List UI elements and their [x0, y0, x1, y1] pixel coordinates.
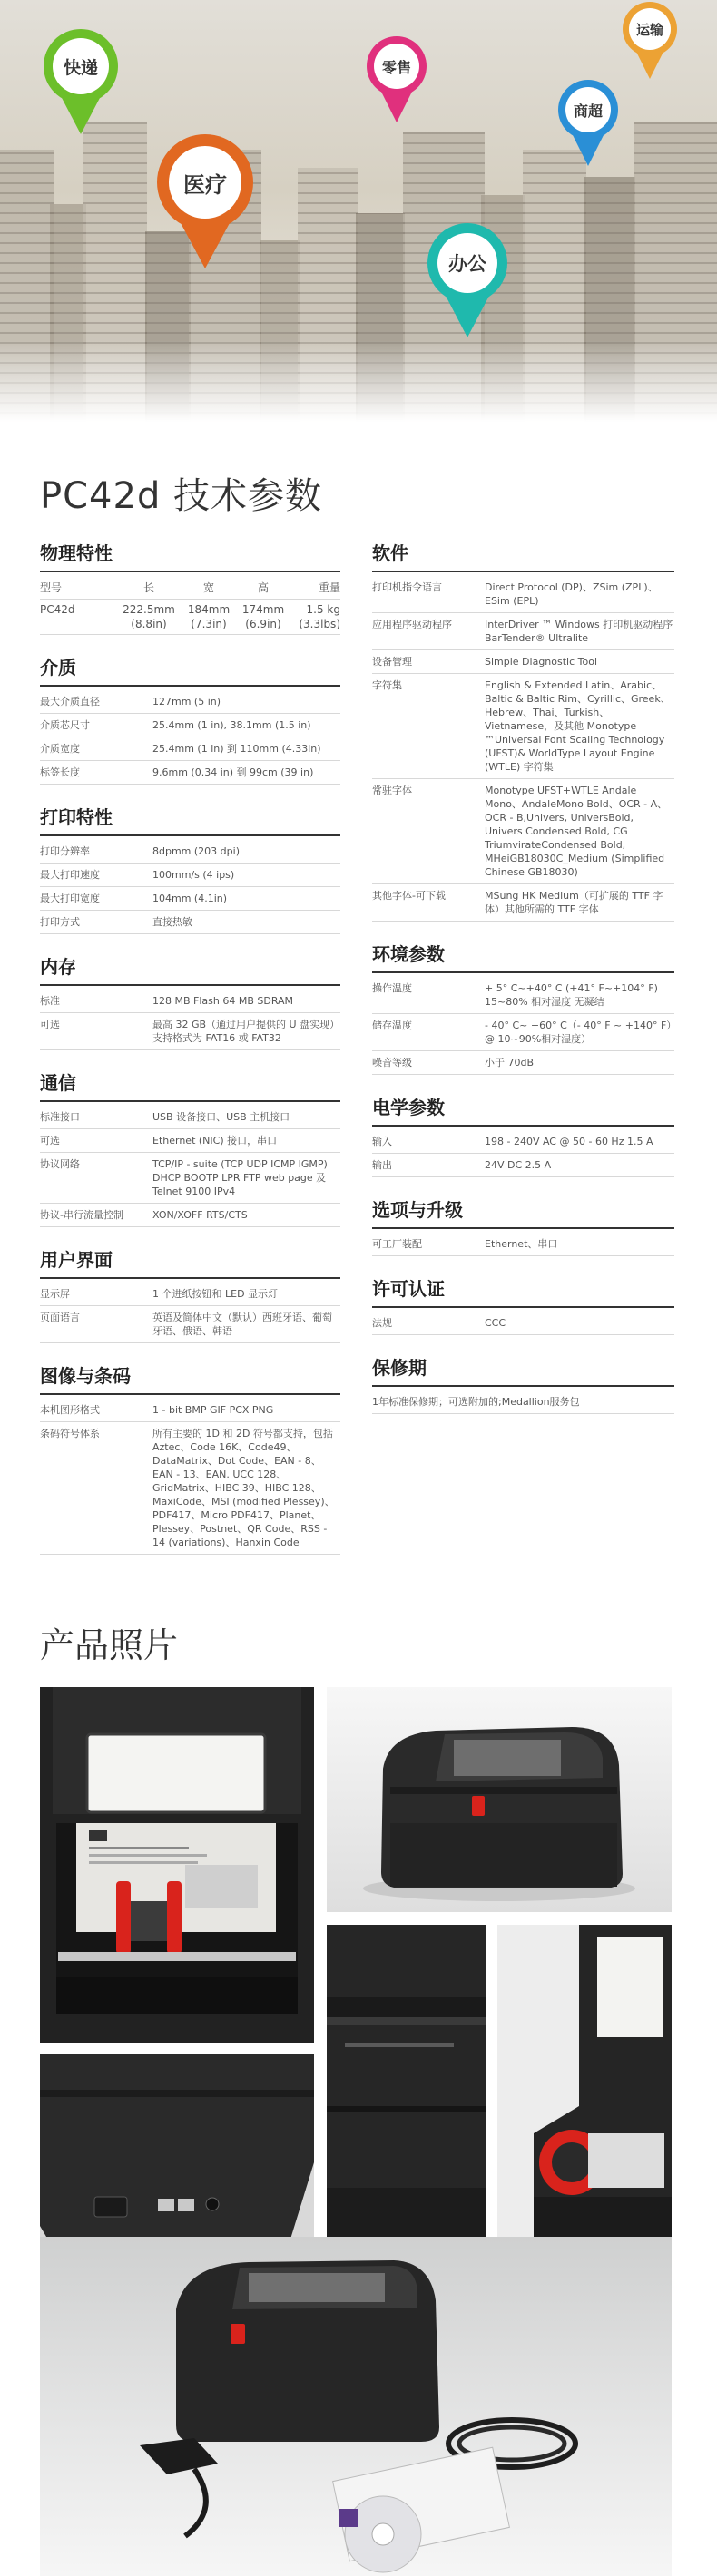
section-heading: 电学参数: [372, 1093, 674, 1127]
spec-row: [40, 911, 340, 934]
table-cell: PC42d: [40, 603, 75, 616]
spec-label: 打印机指令语言: [372, 581, 442, 593]
section-heading: 内存: [40, 952, 340, 986]
section-graphics-barcodes: [40, 1361, 340, 1555]
spec-value: 25.4mm (1 in), 38.1mm (1.5 in): [152, 719, 311, 731]
pin-express: [44, 29, 118, 138]
spec-label: 标准: [40, 995, 60, 1007]
spec-row: [372, 674, 674, 779]
spec-row: [372, 1154, 674, 1177]
spec-label: 最大打印速度: [40, 869, 100, 881]
spec-value: 100mm/s (4 ips): [152, 869, 235, 881]
spec-label: 标签长度: [40, 766, 80, 778]
spec-row: [372, 977, 674, 1014]
spec-value: USB 设备接口、USB 主机接口: [152, 1111, 290, 1123]
pin-label: 零售: [374, 44, 419, 89]
pin-label: 医疗: [169, 146, 241, 219]
spec-label: 打印方式: [40, 916, 80, 928]
section-heading: 环境参数: [372, 940, 674, 973]
section-physical: [40, 539, 340, 635]
spec-label: 输入: [372, 1136, 392, 1147]
pin-label: 快递: [53, 38, 109, 94]
spec-label: 可选: [40, 1135, 60, 1147]
spec-row: [372, 1014, 674, 1051]
section-heading: 选项与升级: [372, 1195, 674, 1229]
spec-row: [372, 1130, 674, 1154]
section-heading: 许可认证: [372, 1274, 674, 1308]
spec-value: 最高 32 GB（通过用户提供的 U 盘实现）支持格式为 FAT16 或 FAT32: [152, 1019, 340, 1044]
spec-row: [40, 690, 340, 714]
spec-label: 介质宽度: [40, 743, 80, 755]
warranty-text: 1年标准保修期；可选附加的;Medallion服务包: [372, 1396, 580, 1408]
spec-value: 104mm (4.1in): [152, 893, 228, 904]
spec-row: [40, 761, 340, 785]
spec-label: 打印分辨率: [40, 845, 90, 857]
section-warranty: [372, 1353, 674, 1414]
section-heading: 通信: [40, 1068, 340, 1102]
spec-label: 最大打印宽度: [40, 893, 100, 904]
spec-label: 最大介质直径: [40, 696, 100, 707]
section-options: [372, 1195, 674, 1256]
spec-value: 英语及简体中文（默认）西班牙语、葡萄牙语、俄语、韩语: [152, 1312, 332, 1337]
spec-value: 9.6mm (0.34 in) 到 99cm (39 in): [152, 766, 314, 778]
spec-row: [40, 840, 340, 864]
spec-value: English & Extended Latin、Arabic、Baltic & Baltic Rim、Cyrillic、Greek、Hebrew、Thai、Turkish、Vietnamese，及其他 Monotype ™Universal Font Scaling Technology (UFST)& WorldType Layout Engine (WTLE) 字符集: [485, 679, 671, 773]
spec-label: 输出: [372, 1159, 392, 1171]
spec-label: 设备管理: [372, 656, 412, 668]
section-environment: [372, 940, 674, 1075]
spec-value: Direct Protocol (DP)、ZSim (ZPL)、ESim (EPL): [485, 581, 658, 607]
spec-row: [40, 1153, 340, 1204]
spec-value: - 40° C~ +60° C（- 40° F ~ +140° F）@ 10~90%相对湿度）: [485, 1020, 672, 1045]
spec-label: 储存温度: [372, 1020, 412, 1031]
spec-row: [372, 1051, 674, 1075]
spec-label: 本机图形格式: [40, 1404, 100, 1416]
spec-label: 介质芯尺寸: [40, 719, 90, 731]
spec-value: 198 - 240V AC @ 50 - 60 Hz 1.5 A: [485, 1136, 653, 1147]
spec-row: [372, 613, 674, 650]
section-heading: 用户界面: [40, 1245, 340, 1279]
spec-value: MSung HK Medium（可扩展的 TTF 字体）其他所需的 TTF 字体: [485, 890, 663, 915]
spec-row: [372, 650, 674, 674]
spec-row: [40, 1106, 340, 1129]
table-cell: (8.8in): [131, 618, 167, 630]
spec-value: Monotype UFST+WTLE Andale Mono、AndaleMono Bold、OCR - A、OCR - B,Univers, UniversBold, Univers Condensed Bold, CG TriumvirateCondensed Bold, MHeiGB18030C_Medium (Simplified Chinese GB18030): [485, 785, 668, 878]
spec-row: [372, 779, 674, 884]
section-printing: [40, 803, 340, 934]
spec-label: 页面语言: [40, 1312, 80, 1323]
spec-value: Ethernet、串口: [485, 1238, 558, 1250]
spec-value: 1 - bit BMP GIF PCX PNG: [152, 1404, 274, 1416]
dimensions-table: [40, 576, 340, 635]
spec-row: [40, 864, 340, 887]
spec-row: [372, 1312, 674, 1335]
spec-value: 1 个进纸按钮和 LED 显示灯: [152, 1288, 279, 1300]
spec-row: [40, 1422, 340, 1555]
section-certification: [372, 1274, 674, 1335]
spec-row: [40, 887, 340, 911]
pin-supermarket: [558, 80, 618, 171]
spec-row: [40, 1283, 340, 1306]
spec-left-column: [40, 539, 340, 1573]
spec-label: 应用程序驱动程序: [372, 619, 452, 630]
hero-banner: [0, 0, 717, 422]
spec-row: [40, 1129, 340, 1153]
photo-printer-detail: [327, 1925, 486, 2269]
spec-label: 显示屏: [40, 1288, 70, 1300]
spec-value: 24V DC 2.5 A: [485, 1159, 552, 1171]
pin-transport: [623, 2, 677, 83]
spec-row: [40, 1306, 340, 1343]
spec-value: Simple Diagnostic Tool: [485, 656, 598, 668]
table-header: 长: [142, 581, 154, 594]
table-header: 型号: [40, 581, 63, 594]
spec-label: 法规: [372, 1317, 392, 1329]
spec-label: 常驻字体: [372, 785, 412, 796]
spec-value: 128 MB Flash 64 MB SDRAM: [152, 995, 294, 1007]
spec-value: + 5° C~+40° C (+41° F~+104° F) 15~80% 相对湿度 无凝结: [485, 982, 658, 1008]
spec-row: [372, 884, 674, 922]
pin-label: 办公: [437, 233, 497, 293]
photo-closed-printer: [327, 1687, 672, 1912]
table-cell: (3.3lbs): [299, 618, 340, 630]
table-cell: [40, 618, 116, 630]
spec-label: 噪音等级: [372, 1057, 412, 1068]
spec-row: [372, 576, 674, 613]
spec-value: 25.4mm (1 in) 到 110mm (4.33in): [152, 743, 321, 755]
photo-side-roll: [497, 1925, 672, 2269]
table-header: 宽: [202, 581, 214, 594]
spec-label: 操作温度: [372, 982, 412, 994]
section-electrical: [372, 1093, 674, 1177]
section-heading: 保修期: [372, 1353, 674, 1387]
spec-label: 其他字体-可下载: [372, 890, 446, 902]
spec-label: 协议网络: [40, 1158, 80, 1170]
photo-package-contents: [40, 2237, 672, 2576]
section-heading: 介质: [40, 653, 340, 687]
spec-row: [40, 714, 340, 737]
section-memory: [40, 952, 340, 1050]
section-software: [372, 539, 674, 922]
page-title: PC42d 技术参数: [40, 475, 323, 517]
pin-office: [427, 223, 507, 341]
section-heading: 图像与条码: [40, 1361, 340, 1395]
spec-row: [40, 990, 340, 1013]
spec-label: 条码符号体系: [40, 1428, 100, 1439]
spec-value: 所有主要的 1D 和 2D 符号都支持，包括 Aztec、Code 16K、Code49、DataMatrix、Dot Code、EAN - 8、EAN - 13、EAN. UCC 128、GridMatrix、HIBC 39、HIBC 128、MaxiCode、MSI (modified Plessey)、PDF417、Micro PDF417、Planet、Plessey、Postnet、QR Code、RSS - 14 (variations)、Hanxin Code: [152, 1428, 335, 1548]
pin-label: 运输: [629, 8, 671, 50]
spec-label: 字符集: [372, 679, 402, 691]
spec-right-column: [372, 539, 674, 1432]
table-header: 高: [257, 581, 269, 594]
spec-label: 协议-串行流量控制: [40, 1209, 123, 1221]
table-cell: 184mm: [187, 603, 231, 616]
table-cell: 1.5 kg: [306, 603, 340, 616]
spec-row: [372, 1233, 674, 1256]
spec-value: 8dpmm (203 dpi): [152, 845, 240, 857]
spec-value: 直接热敏: [152, 916, 192, 928]
section-heading: 软件: [372, 539, 674, 572]
table-cell: (6.9in): [245, 618, 281, 630]
spec-value: 小于 70dB: [485, 1057, 535, 1068]
table-cell: 174mm: [241, 603, 285, 616]
pin-label: 商超: [565, 87, 611, 132]
table-cell: (7.3in): [191, 618, 227, 630]
spec-row: [40, 1013, 340, 1050]
warranty-row: [372, 1390, 674, 1414]
spec-value: 127mm (5 in): [152, 696, 221, 707]
pin-medical: [157, 134, 253, 270]
pin-retail: [367, 36, 427, 127]
spec-value: XON/XOFF RTS/CTS: [152, 1209, 248, 1221]
spec-value: CCC: [485, 1317, 506, 1329]
section-communication: [40, 1068, 340, 1227]
spec-row: [40, 1204, 340, 1227]
spec-value: TCP/IP - suite (TCP UDP ICMP IGMP) DHCP BOOTP LPR FTP web page 及 Telnet 9100 IPv4: [152, 1158, 328, 1197]
section-media: [40, 653, 340, 785]
section-heading: 物理特性: [40, 539, 340, 572]
spec-label: 可选: [40, 1019, 60, 1030]
spec-row: [40, 737, 340, 761]
table-header: 重量: [318, 581, 340, 594]
hero-fade: [0, 340, 717, 422]
section-heading: 打印特性: [40, 803, 340, 836]
spec-label: 可工厂装配: [372, 1238, 422, 1250]
photos-title: 产品照片: [40, 1625, 179, 1665]
spec-label: 标准接口: [40, 1111, 80, 1123]
spec-value: InterDriver ™ Windows 打印机驱动程序 BarTender® Ultralite: [485, 619, 673, 644]
table-cell: 222.5mm: [123, 603, 175, 616]
spec-row: [40, 1399, 340, 1422]
spec-value: Ethernet (NIC) 接口，串口: [152, 1135, 278, 1147]
section-user-interface: [40, 1245, 340, 1343]
photo-open-printer: [40, 1687, 314, 2043]
